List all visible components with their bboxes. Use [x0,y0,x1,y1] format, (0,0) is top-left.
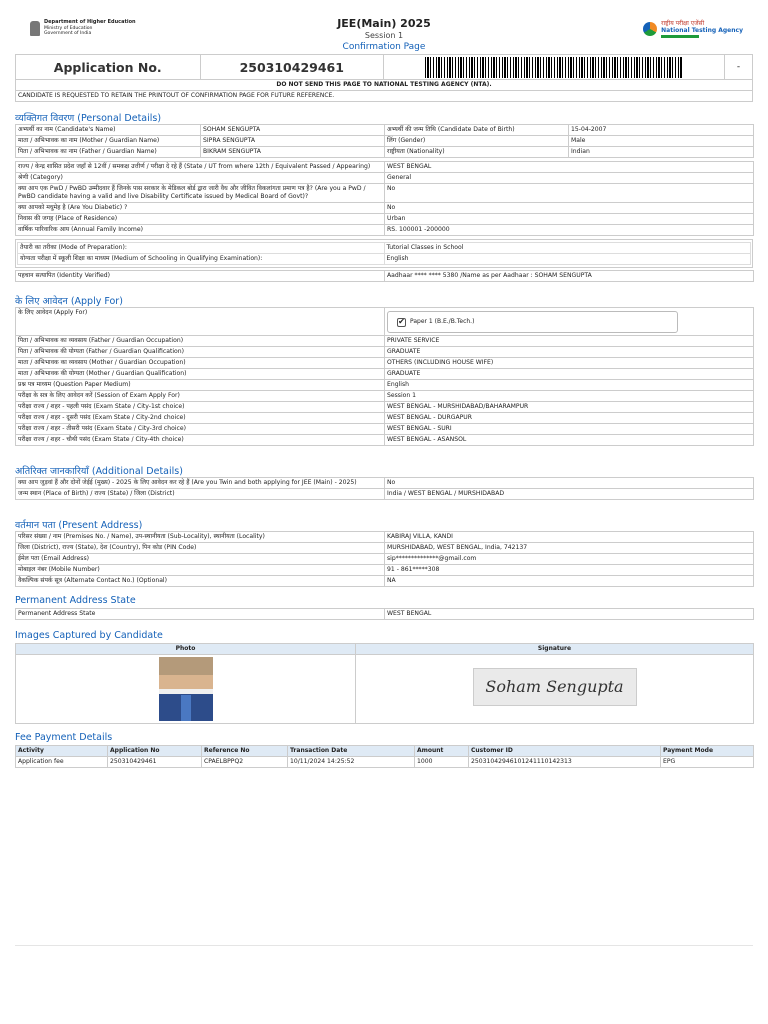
field-label: मोबाइल नंबर (Mobile Number) [16,565,385,576]
field-value: BIKRAM SENGUPTA [201,147,385,158]
identity-table [15,270,754,282]
field-label: परीक्षा राज्य / शहर - दूसरी पसंद (Exam State / City-2nd choice) [16,413,385,424]
apply-row [16,391,754,402]
personal-row [16,147,754,158]
field-value: Session 1 [385,391,754,402]
fee-cell: 1000 [415,757,469,768]
fee-column-header: Customer ID [469,746,661,757]
personal-row [16,136,754,147]
apply-for-table [15,307,754,446]
ministry-line-2: Ministry of Education [44,25,93,31]
additional-details-heading: अतिरिक्त जानकारियाँ (Additional Details) [15,466,183,477]
personal-details-table-2 [15,161,754,236]
fee-column-header: Amount [415,746,469,757]
field-value: Urban [385,214,754,225]
permanent-address-table [15,608,754,620]
photo-column-header: Photo [16,644,356,655]
field-label: परीक्षा राज्य / शहर - चौथी पसंद (Exam State / City-4th choice) [16,435,385,446]
present-address-heading: वर्तमान पता (Present Address) [15,520,143,531]
personal-row [16,184,754,203]
field-value: 15-04-2007 [569,125,754,136]
field-value: GRADUATE [385,369,754,380]
address-row [16,532,754,543]
ministry-line-3: Government of India [44,31,92,36]
field-label: जन्म स्थान (Place of Birth) / राज्य (State) / जिला (District) [16,489,385,500]
apply-for-heading: के लिए आवेदन (Apply For) [15,296,123,307]
page-header [15,0,753,54]
fee-cell: EPG [661,757,754,768]
field-value: GRADUATE [385,347,754,358]
field-label: लिंग (Gender) [385,136,569,147]
field-label: परीक्षा राज्य / शहर - पहली पसंद (Exam State / City-1st choice) [16,402,385,413]
candidate-signature: Soham Sengupta [473,668,637,706]
additional-details-table [15,477,754,500]
fee-cell: 10/11/2024 14:25:52 [288,757,415,768]
field-label: राज्य / केन्द्र शासित प्रदेश जहाँ से 12वीं / समकक्ष उत्तीर्ण / परीक्षा दे रहे हैं (State / UT from where 12th / Equivalent Passed / Appearing) [16,162,385,173]
apply-row [16,402,754,413]
field-value: Tutorial Classes in School [384,243,751,254]
nta-english-name: National Testing Agency [661,27,743,34]
apply-for-label: के लिए आवेदन (Apply For) [16,308,385,336]
preparation-row [18,243,751,254]
personal-row [16,173,754,184]
field-value: OTHERS (INCLUDING HOUSE WIFE) [385,358,754,369]
additional-row [16,489,754,500]
field-value: General [385,173,754,184]
confirmation-page [15,0,753,768]
field-label: तैयारी का तरीका (Mode of Preparation): [18,243,385,254]
application-dash: - [736,62,741,72]
exam-title: JEE(Main) 2025 [337,17,431,30]
field-label: माता / अभिभावक की योग्यता (Mother / Guardian Qualification) [16,369,385,380]
field-value: NA [385,576,754,587]
field-label: माता / अभिभावक का नाम (Mother / Guardian Name) [16,136,201,147]
fee-column-header: Payment Mode [661,746,754,757]
personal-details-heading: व्यक्तिगत विवरण (Personal Details) [15,113,162,124]
field-value: No [385,478,754,489]
permanent-address-label: Permanent Address State [16,609,385,620]
preparation-box [15,239,753,268]
nta-hindi-name: राष्ट्रीय परीक्षा एजेंसी [661,20,705,27]
checkbox-checked-icon: ✔ [398,317,405,326]
fee-column-header: Activity [16,746,108,757]
field-value: KABIRAJ VILLA, KANDI [385,532,754,543]
apply-row [16,358,754,369]
fee-payment-table [15,745,754,768]
field-value: sip**************@gmail.com [385,554,754,565]
field-label: निवास की जगह (Place of Residence) [16,214,385,225]
field-value: WEST BENGAL - ASANSOL [385,435,754,446]
apply-row [16,380,754,391]
field-value: MURSHIDABAD, WEST BENGAL, India, 742137 [385,543,754,554]
identity-value: Aadhaar **** **** 5380 /Name as per Aadhaar : SOHAM SENGUPTA [385,271,754,282]
field-value: No [385,203,754,214]
field-value: English [384,254,751,265]
images-heading: Images Captured by Candidate [15,630,163,641]
field-value: WEST BENGAL - SURI [385,424,754,435]
field-label: अभ्यर्थी का नाम (Candidate's Name) [16,125,201,136]
field-label: पिता / अभिभावक का व्यवसाय (Father / Guardian Occupation) [16,336,385,347]
field-label: पिता / अभिभावक का नाम (Father / Guardian Name) [16,147,201,158]
ministry-line-1: Department of Higher Education [44,19,136,25]
field-label: माता / अभिभावक का व्यवसाय (Mother / Guardian Occupation) [16,358,385,369]
apply-row [16,369,754,380]
personal-row [16,162,754,173]
address-row [16,554,754,565]
field-label: राष्ट्रीयता (Nationality) [385,147,569,158]
field-value: WEST BENGAL [385,162,754,173]
field-value: WEST BENGAL - DURGAPUR [385,413,754,424]
barcode-image [425,57,683,78]
preparation-row [18,254,751,265]
images-table [15,643,754,724]
candidate-photo [159,657,213,721]
fee-column-header: Reference No [202,746,288,757]
field-label: परीक्षा राज्य / शहर - तीसरी पसंद (Exam State / City-3rd choice) [16,424,385,435]
personal-row [16,203,754,214]
session-label: Session 1 [364,31,404,40]
field-value: PRIVATE SERVICE [385,336,754,347]
field-value: India / WEST BENGAL / MURSHIDABAD [385,489,754,500]
page-footer-divider [15,945,753,946]
fee-cell: 25031042946101241110142313 [469,757,661,768]
fee-payment-heading: Fee Payment Details [15,732,113,743]
personal-row [16,225,754,236]
field-label: क्या आपको मधुमेह है (Are You Diabetic) ? [16,203,385,214]
apply-row [16,347,754,358]
nta-logo [643,20,743,38]
field-label: ईमेल पता (Email Address) [16,554,385,565]
field-value: No [385,184,754,203]
application-number-value: 250310429461 [201,55,385,79]
apply-row [16,413,754,424]
nta-emblem-icon [643,22,657,36]
field-label: प्रश्न पत्र माध्यम (Question Paper Medium) [16,380,385,391]
additional-row [16,478,754,489]
present-address-table [15,531,754,587]
field-label: अभ्यर्थी की जन्म तिथि (Candidate Date of Birth) [385,125,569,136]
address-row [16,576,754,587]
application-number-label: Application No. [16,55,201,79]
apply-row [16,336,754,347]
field-label: वैकल्पिक संपर्क सूत्र (Alternate Contact No.) (Optional) [16,576,385,587]
field-value: RS. 100001 -200000 [385,225,754,236]
field-label: जिला (District), राज्य (State), देश (Country), पिन कोड (PIN Code) [16,543,385,554]
field-value: SOHAM SENGUPTA [201,125,385,136]
field-label: वार्षिक पारिवारिक आय (Annual Family Income) [16,225,385,236]
personal-details-table [15,124,754,158]
fee-cell: 250310429461 [108,757,202,768]
do-not-send-notice: DO NOT SEND THIS PAGE TO NATIONAL TESTING AGENCY (NTA). [15,80,753,91]
fee-column-header: Transaction Date [288,746,415,757]
application-number-row [15,54,753,80]
field-value: English [385,380,754,391]
fee-cell: Application fee [16,757,108,768]
paper-option [387,311,678,333]
field-label: श्रेणी (Category) [16,173,385,184]
identity-label: पहचान सत्यापित (Identity Verified) [16,271,385,282]
field-value: SIPRA SENGUPTA [201,136,385,147]
field-label: क्या आप एक PwD / PwBD उम्मीदवार हैं जिनके पास सरकार के मेडिकल बोर्ड द्वारा जारी वैध और जीवित विकलांगता प्रमाण पत्र है? (Are you a PwD / PwBD candidate having a valid and live Disability Certificate issued by Medical Board of Govt)? [16,184,385,203]
field-value: 91 - 861*****308 [385,565,754,576]
field-value: WEST BENGAL - MURSHIDABAD/BAHARAMPUR [385,402,754,413]
address-row [16,565,754,576]
page-subtitle: Confirmation Page [342,42,426,52]
address-row [16,543,754,554]
personal-row [16,125,754,136]
personal-row [16,214,754,225]
retain-printout-notice: CANDIDATE IS REQUESTED TO RETAIN THE PRINTOUT OF CONFIRMATION PAGE FOR FUTURE REFERENCE. [15,91,753,102]
signature-column-header: Signature [356,644,754,655]
permanent-address-value: WEST BENGAL [385,609,754,620]
field-label: क्या आप जुड़वां हैं और दोनों जेईई (मुख्य) - 2025 के लिए आवेदन कर रहे हैं (Are you Twin and both applying for JEE (Main) - 2025) [16,478,385,489]
apply-row [16,435,754,446]
field-label: परीक्षा के सत्र के लिए आवेदन करें (Session of Exam Apply For) [16,391,385,402]
fee-column-header: Application No [108,746,202,757]
field-label: परिसर संख्या / नाम (Premises No. / Name), उप-स्थानीयता (Sub-Locality), स्थानीयता (Locality) [16,532,385,543]
field-value: Indian [569,147,754,158]
paper-option-label: Paper 1 (B.E./B.Tech.) [410,318,475,325]
fee-cell: CPAELBPPQ2 [202,757,288,768]
permanent-address-heading: Permanent Address State [15,595,136,606]
apply-row [16,424,754,435]
field-label: पिता / अभिभावक की योग्यता (Father / Guardian Qualification) [16,347,385,358]
field-value: Male [569,136,754,147]
field-label: योग्यता परीक्षा में स्कूली शिक्षा का माध्यम (Medium of Schooling in Qualifying Examination): [18,254,385,265]
